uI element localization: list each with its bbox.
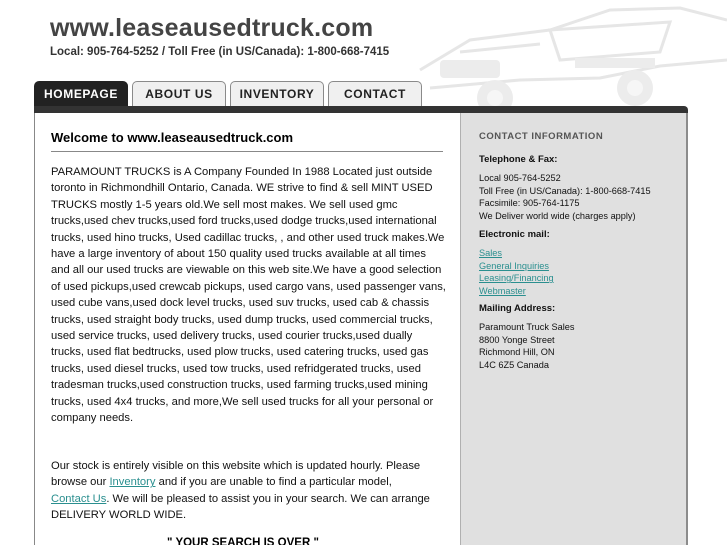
mailing-address-heading: Mailing Address: (479, 303, 556, 314)
site-title: www.leaseausedtruck.com (50, 14, 374, 42)
search-over-banner: " YOUR SEARCH IS OVER " (167, 537, 319, 545)
title-divider (51, 151, 443, 152)
tab-inventory[interactable]: INVENTORY (230, 81, 324, 107)
site-header (0, 0, 727, 80)
phone-toll-free: Toll Free (in US/Canada): 1-800-668-7415 (479, 185, 651, 196)
tab-contact[interactable]: CONTACT (328, 81, 422, 107)
email-link-list (479, 247, 554, 297)
main-content (34, 113, 460, 545)
intro-paragraph: PARAMOUNT TRUCKS is A Company Founded In 1988 Located just outside toronto in Richmondhill Ontario, Canada. WE strive to find & sell MINT USED TRUCKS mostly 1-5 years old.We sell most makes. We sell used gmc trucks,used chev trucks,used ford trucks,used dodge trucks,used international trucks, used hino trucks, Used cadillac trucks, , and other used truck makes.We have a large inventory of about 150 quality used trucks available at all times and all our used trucks are viewable on this web site.We have a good selection of used pickups,used crewcab pickups, used cargo vans, used passenger vans, used cube vans,used dock level trucks, used suv trucks, used cab & chassis trucks, used straight body trucks, used dump trucks, used commercial trucks, used service trucks, used delivery trucks, used courier trucks,used dually trucks, used flat bedtrucks, used plow trucks, used catering trucks, used gas trucks, used diesel trucks, used tow trucks, used refridgerated trucks, used tradesman trucks,used construction trucks, used farming trucks,used mining trucks, used 4x4 trucks, and more,We sell used trucks for all your personal or company needs. (51, 166, 446, 425)
pickup-truck-illustration (400, 0, 727, 120)
nav-underline-bar (34, 106, 688, 113)
stock-text-3: . We will be pleased to assist you in your search. We can arrange DELIVERY WORLD WIDE. (51, 492, 430, 522)
phone-fax-list (479, 172, 651, 222)
page-title: Welcome to www.leaseausedtruck.com (51, 130, 294, 145)
address-line: 8800 Yonge Street (479, 334, 555, 345)
general-inquiries-email-link[interactable]: General Inquiries (479, 260, 549, 271)
address-line: Paramount Truck Sales (479, 322, 575, 332)
stock-text-2: and if you are unable to find a particular model, (155, 476, 392, 489)
fax-number: Facsimile: 905-764-1175 (479, 198, 580, 209)
header-phone-line: Local: 905-764-5252 / Toll Free (in US/Canada): 1-800-668-7415 (50, 46, 390, 58)
tab-homepage[interactable]: HOMEPAGE (34, 81, 128, 108)
webmaster-email-link[interactable]: Webmaster (479, 285, 526, 296)
stock-paragraph (51, 458, 431, 524)
address-line: Richmond Hill, ON (479, 347, 555, 358)
leasing-financing-email-link[interactable]: Leasing/Financing (479, 273, 554, 284)
mailing-address-list (479, 321, 575, 371)
delivery-note: We Deliver world wide (charges apply) (479, 210, 636, 221)
sales-email-link[interactable]: Sales (479, 248, 502, 258)
contact-us-link[interactable]: Contact Us (51, 492, 107, 505)
inventory-link[interactable]: Inventory (109, 476, 156, 489)
address-line: L4C 6Z5 Canada (479, 359, 549, 370)
phone-fax-heading: Telephone & Fax: (479, 154, 558, 165)
sidebar-title: CONTACT INFORMATION (479, 131, 604, 142)
tab-about-us[interactable]: ABOUT US (132, 81, 226, 107)
phone-local: Local 905-764-5252 (479, 173, 561, 183)
stock-text-1: Our stock is entirely visible on this website which is updated hourly. Please browse our (51, 460, 421, 489)
contact-sidebar (460, 113, 688, 545)
email-heading: Electronic mail: (479, 229, 550, 240)
